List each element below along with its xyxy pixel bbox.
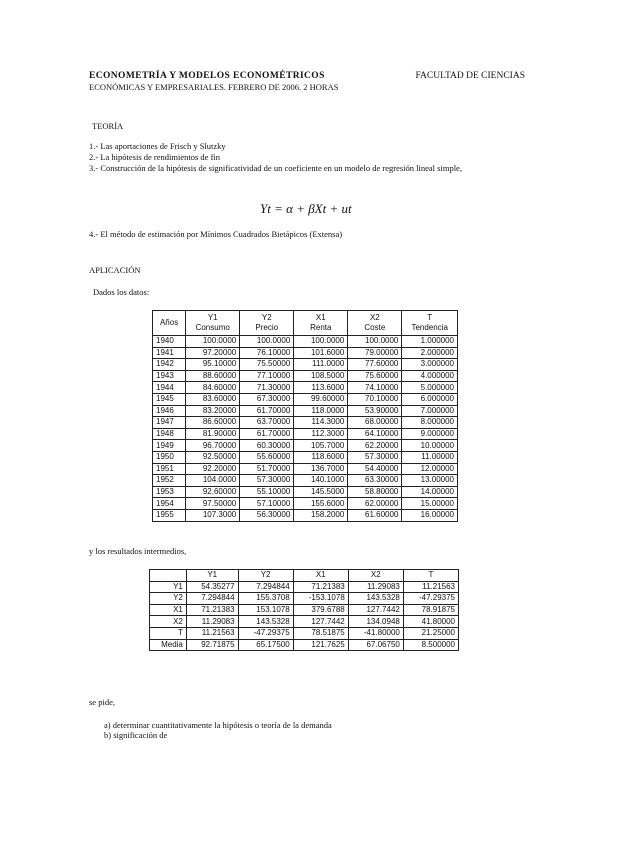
year-cell: 1950 bbox=[153, 451, 186, 463]
column-header: Años bbox=[153, 311, 186, 336]
theory-heading: TEORÍA bbox=[92, 121, 124, 131]
value-cell: 60.30000 bbox=[240, 440, 294, 452]
value-cell: 74.10000 bbox=[348, 382, 402, 394]
row-label: X1 bbox=[150, 604, 187, 616]
table-row bbox=[153, 486, 458, 498]
value-cell: 8.000000 bbox=[402, 417, 458, 429]
value-cell: 53.90000 bbox=[348, 405, 402, 417]
value-cell: 76.10000 bbox=[240, 347, 294, 359]
table-row bbox=[153, 475, 458, 487]
value-cell: 114.3000 bbox=[294, 417, 348, 429]
value-cell: 121.7625 bbox=[293, 639, 348, 651]
data-table bbox=[152, 310, 458, 522]
column-header: Y2 Precio bbox=[240, 311, 294, 336]
table-row bbox=[153, 417, 458, 429]
value-cell: 13.00000 bbox=[402, 475, 458, 487]
table-row bbox=[153, 451, 458, 463]
faculty-title: FACULTAD DE CIENCIAS bbox=[415, 71, 525, 81]
row-label: X2 bbox=[150, 616, 187, 628]
table-row bbox=[153, 509, 458, 521]
column-header: X1 bbox=[293, 570, 348, 582]
value-cell: 97.20000 bbox=[186, 347, 240, 359]
table-row bbox=[153, 370, 458, 382]
theory-item-4: 4.- El método de estimación por Mínimos Cuadrados Bietápicos (Extensa) bbox=[89, 229, 343, 239]
value-cell: 10.00000 bbox=[402, 440, 458, 452]
value-cell: 77.10000 bbox=[240, 370, 294, 382]
year-cell: 1941 bbox=[153, 347, 186, 359]
question-item: a) determinar cuantitativamente la hipótesis o teoría de la demanda bbox=[104, 720, 332, 730]
value-cell: 140.1000 bbox=[294, 475, 348, 487]
column-header: X1 Renta bbox=[294, 311, 348, 336]
value-cell: -153.1078 bbox=[293, 593, 348, 605]
se-pide-label: se pide, bbox=[89, 697, 115, 707]
theory-item: 2.- La hipótesis de rendimientos de fin bbox=[89, 152, 221, 162]
column-header: T bbox=[403, 570, 458, 582]
intermediate-header-row bbox=[150, 570, 459, 582]
table-row bbox=[153, 463, 458, 475]
value-cell: 67.30000 bbox=[240, 393, 294, 405]
course-title: ECONOMETRÍA Y MODELOS ECONOMÉTRICOS bbox=[89, 71, 325, 81]
intermediate-results-table bbox=[149, 569, 459, 651]
value-cell: 63.70000 bbox=[240, 417, 294, 429]
value-cell: 64.10000 bbox=[348, 428, 402, 440]
intermediate-intro: y los resultados intermedios, bbox=[89, 546, 187, 556]
column-header: T Tendencia bbox=[402, 311, 458, 336]
year-cell: 1944 bbox=[153, 382, 186, 394]
row-label: Y2 bbox=[150, 593, 187, 605]
value-cell: 61.60000 bbox=[348, 509, 402, 521]
data-table-body bbox=[153, 336, 458, 522]
value-cell: 108.5000 bbox=[294, 370, 348, 382]
theory-item: 3.- Construcción de la hipótesis de significatividad de un coeficiente en un modelo de regresión lineal simple, bbox=[89, 163, 462, 173]
value-cell: 100.0000 bbox=[186, 336, 240, 348]
value-cell: 8.500000 bbox=[403, 639, 458, 651]
value-cell: 2.000000 bbox=[402, 347, 458, 359]
value-cell: 56.30000 bbox=[240, 509, 294, 521]
document-header bbox=[89, 70, 525, 93]
value-cell: 9.000000 bbox=[402, 428, 458, 440]
value-cell: 11.00000 bbox=[402, 451, 458, 463]
value-cell: 11.29083 bbox=[348, 581, 403, 593]
application-heading: APLICACIÓN bbox=[89, 265, 141, 275]
table-row bbox=[153, 498, 458, 510]
value-cell: 81.90000 bbox=[186, 428, 240, 440]
value-cell: 158.2000 bbox=[294, 509, 348, 521]
questions-list bbox=[104, 720, 332, 740]
value-cell: 61.70000 bbox=[240, 428, 294, 440]
value-cell: 79.00000 bbox=[348, 347, 402, 359]
value-cell: 92.50000 bbox=[186, 451, 240, 463]
year-cell: 1953 bbox=[153, 486, 186, 498]
year-cell: 1952 bbox=[153, 475, 186, 487]
value-cell: 14.00000 bbox=[402, 486, 458, 498]
value-cell: 100.0000 bbox=[240, 336, 294, 348]
year-cell: 1946 bbox=[153, 405, 186, 417]
data-table-header-row bbox=[153, 311, 458, 336]
value-cell: 136.7000 bbox=[294, 463, 348, 475]
value-cell: 15.00000 bbox=[402, 498, 458, 510]
year-cell: 1940 bbox=[153, 336, 186, 348]
value-cell: 134.0948 bbox=[348, 616, 403, 628]
column-header: Y1 Consumo bbox=[186, 311, 240, 336]
value-cell: 57.30000 bbox=[240, 475, 294, 487]
table-row bbox=[153, 336, 458, 348]
value-cell: 55.60000 bbox=[240, 451, 294, 463]
value-cell: 127.7442 bbox=[293, 616, 348, 628]
value-cell: 63.30000 bbox=[348, 475, 402, 487]
value-cell: 100.0000 bbox=[294, 336, 348, 348]
value-cell: 5.000000 bbox=[402, 382, 458, 394]
value-cell: 379.6788 bbox=[293, 604, 348, 616]
table-row bbox=[153, 393, 458, 405]
value-cell: 118.0000 bbox=[294, 405, 348, 417]
value-cell: 113.6000 bbox=[294, 382, 348, 394]
year-cell: 1943 bbox=[153, 370, 186, 382]
value-cell: 57.30000 bbox=[348, 451, 402, 463]
value-cell: 1.000000 bbox=[402, 336, 458, 348]
value-cell: 83.20000 bbox=[186, 405, 240, 417]
value-cell: 7.294844 bbox=[186, 593, 238, 605]
value-cell: 145.5000 bbox=[294, 486, 348, 498]
column-header: X2 Coste bbox=[348, 311, 402, 336]
value-cell: 55.10000 bbox=[240, 486, 294, 498]
value-cell: 41.80000 bbox=[403, 616, 458, 628]
row-label: Y1 bbox=[150, 581, 187, 593]
table-row bbox=[153, 382, 458, 394]
value-cell: -41.80000 bbox=[348, 627, 403, 639]
year-cell: 1949 bbox=[153, 440, 186, 452]
value-cell: 70.10000 bbox=[348, 393, 402, 405]
year-cell: 1951 bbox=[153, 463, 186, 475]
column-header bbox=[150, 570, 187, 582]
value-cell: 118.6000 bbox=[294, 451, 348, 463]
table-row bbox=[150, 604, 459, 616]
value-cell: 92.60000 bbox=[186, 486, 240, 498]
value-cell: 67.06750 bbox=[348, 639, 403, 651]
value-cell: -47.29375 bbox=[403, 593, 458, 605]
value-cell: 92.71875 bbox=[186, 639, 238, 651]
value-cell: 21.25000 bbox=[403, 627, 458, 639]
value-cell: 143.5328 bbox=[348, 593, 403, 605]
value-cell: 65.17500 bbox=[238, 639, 293, 651]
year-cell: 1948 bbox=[153, 428, 186, 440]
value-cell: 78.51875 bbox=[293, 627, 348, 639]
value-cell: 11.29083 bbox=[186, 616, 238, 628]
column-header: Y1 bbox=[186, 570, 238, 582]
value-cell: 71.21383 bbox=[186, 604, 238, 616]
year-cell: 1945 bbox=[153, 393, 186, 405]
value-cell: 153.1078 bbox=[238, 604, 293, 616]
year-cell: 1942 bbox=[153, 359, 186, 371]
value-cell: 11.21563 bbox=[186, 627, 238, 639]
year-cell: 1954 bbox=[153, 498, 186, 510]
value-cell: 100.0000 bbox=[348, 336, 402, 348]
table-row bbox=[153, 347, 458, 359]
table-row bbox=[150, 593, 459, 605]
value-cell: 51.70000 bbox=[240, 463, 294, 475]
table-row bbox=[150, 627, 459, 639]
row-label: Media bbox=[150, 639, 187, 651]
year-cell: 1955 bbox=[153, 509, 186, 521]
value-cell: 96.70000 bbox=[186, 440, 240, 452]
value-cell: 75.60000 bbox=[348, 370, 402, 382]
value-cell: 58.80000 bbox=[348, 486, 402, 498]
table-row bbox=[153, 428, 458, 440]
table-row bbox=[150, 639, 459, 651]
value-cell: 11.21563 bbox=[403, 581, 458, 593]
value-cell: 75.50000 bbox=[240, 359, 294, 371]
value-cell: 3.000000 bbox=[402, 359, 458, 371]
table-row bbox=[153, 359, 458, 371]
regression-formula: Yt = α + βXt + ut bbox=[260, 201, 352, 216]
value-cell: 62.20000 bbox=[348, 440, 402, 452]
value-cell: 101.6000 bbox=[294, 347, 348, 359]
exam-date-line: ECONÓMICAS Y EMPRESARIALES. FEBRERO DE 2006. 2 HORAS bbox=[89, 82, 339, 92]
value-cell: 6.000000 bbox=[402, 393, 458, 405]
value-cell: 4.000000 bbox=[402, 370, 458, 382]
value-cell: 155.3708 bbox=[238, 593, 293, 605]
table-row bbox=[150, 581, 459, 593]
value-cell: 86.60000 bbox=[186, 417, 240, 429]
row-label: T bbox=[150, 627, 187, 639]
value-cell: 68.00000 bbox=[348, 417, 402, 429]
value-cell: 71.21383 bbox=[293, 581, 348, 593]
value-cell: 71.30000 bbox=[240, 382, 294, 394]
value-cell: 16.00000 bbox=[402, 509, 458, 521]
value-cell: 111.0000 bbox=[294, 359, 348, 371]
value-cell: 127.7442 bbox=[348, 604, 403, 616]
value-cell: 7.000000 bbox=[402, 405, 458, 417]
value-cell: 57.10000 bbox=[240, 498, 294, 510]
value-cell: 61.70000 bbox=[240, 405, 294, 417]
value-cell: 97.50000 bbox=[186, 498, 240, 510]
value-cell: 84.60000 bbox=[186, 382, 240, 394]
column-header: X2 bbox=[348, 570, 403, 582]
year-cell: 1947 bbox=[153, 417, 186, 429]
value-cell: 12.00000 bbox=[402, 463, 458, 475]
data-intro: Dados los datos: bbox=[93, 287, 150, 297]
value-cell: 54.40000 bbox=[348, 463, 402, 475]
theory-list bbox=[89, 141, 534, 174]
column-header: Y2 bbox=[238, 570, 293, 582]
table-row bbox=[150, 616, 459, 628]
value-cell: 95.10000 bbox=[186, 359, 240, 371]
value-cell: 104.0000 bbox=[186, 475, 240, 487]
table-row bbox=[153, 440, 458, 452]
value-cell: 88.60000 bbox=[186, 370, 240, 382]
value-cell: 77.60000 bbox=[348, 359, 402, 371]
intermediate-table-body bbox=[150, 570, 459, 651]
value-cell: 155.6000 bbox=[294, 498, 348, 510]
table-row bbox=[153, 405, 458, 417]
value-cell: 83.60000 bbox=[186, 393, 240, 405]
value-cell: 107.3000 bbox=[186, 509, 240, 521]
value-cell: 105.7000 bbox=[294, 440, 348, 452]
theory-item: 1.- Las aportaciones de Frisch y Slutzky bbox=[89, 141, 226, 151]
value-cell: 78.91875 bbox=[403, 604, 458, 616]
question-item: b) significación de bbox=[104, 730, 168, 740]
value-cell: 92.20000 bbox=[186, 463, 240, 475]
value-cell: 62.00000 bbox=[348, 498, 402, 510]
value-cell: 99.60000 bbox=[294, 393, 348, 405]
value-cell: -47.29375 bbox=[238, 627, 293, 639]
value-cell: 112.3000 bbox=[294, 428, 348, 440]
value-cell: 7.294844 bbox=[238, 581, 293, 593]
value-cell: 143.5328 bbox=[238, 616, 293, 628]
value-cell: 54.35277 bbox=[186, 581, 238, 593]
